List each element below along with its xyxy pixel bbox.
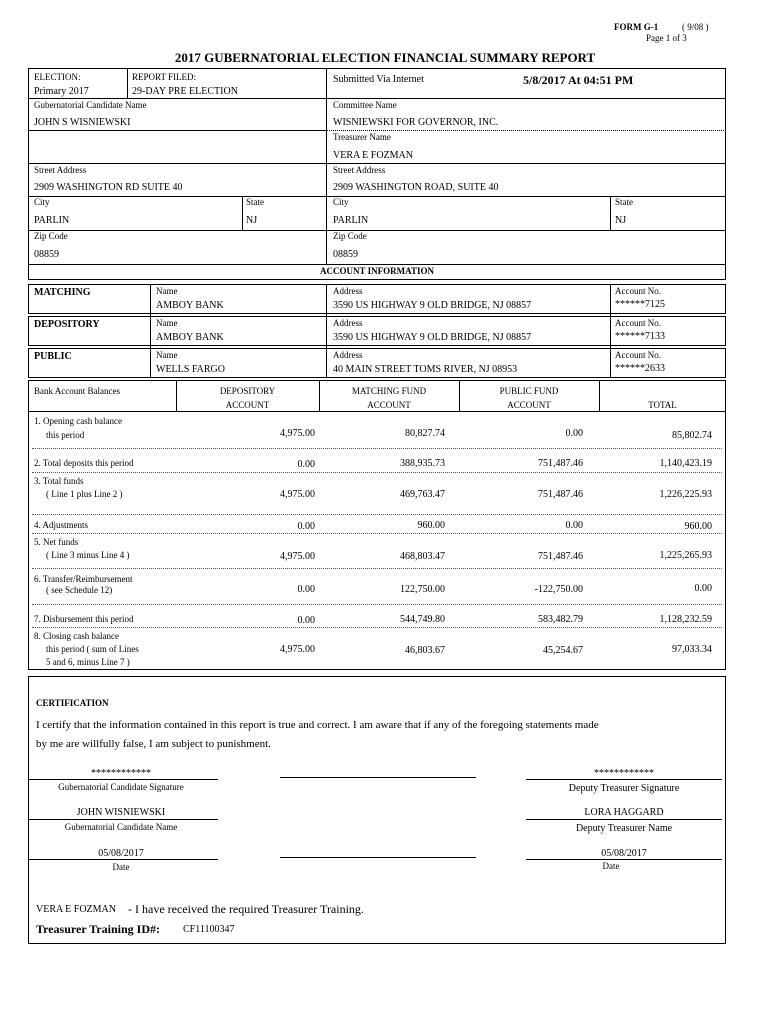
state-value: NJ bbox=[246, 215, 258, 226]
account-name: AMBOY BANK bbox=[156, 332, 224, 343]
line-label: 3. Total funds bbox=[34, 476, 84, 486]
certification-title: CERTIFICATION bbox=[36, 698, 109, 708]
total-value: 1,226,225.93 bbox=[659, 489, 712, 500]
account-name-label: Name bbox=[156, 286, 178, 296]
account-address: 40 MAIN STREET TOMS RIVER, NJ 08953 bbox=[333, 364, 518, 375]
state-label: State bbox=[246, 197, 264, 207]
candidate-name-label: Gubernatorial Candidate Name bbox=[34, 100, 147, 110]
training-id: CF11100347 bbox=[183, 924, 235, 935]
treasurer-name-label: Treasurer Name bbox=[333, 132, 391, 142]
account-name-label: Name bbox=[156, 318, 178, 328]
line-label: 6. Transfer/Reimbursement bbox=[34, 574, 133, 584]
account-number-label: Account No. bbox=[615, 286, 661, 296]
candidate-date: 05/08/2017 bbox=[98, 848, 144, 859]
candidate-signature: ************ bbox=[91, 768, 151, 779]
account-address: 3590 US HIGHWAY 9 OLD BRIDGE, NJ 08857 bbox=[333, 332, 532, 343]
total-value: 960.00 bbox=[684, 521, 712, 532]
line-label-2: this period ( sum of Lines bbox=[46, 644, 139, 654]
report-title: 2017 GUBERNATORIAL ELECTION FINANCIAL SUMMARY REPORT bbox=[174, 50, 596, 65]
treasurer-name-value: VERA E FOZMAN bbox=[333, 150, 414, 161]
city-label: City bbox=[34, 197, 50, 207]
balances-col-label: Bank Account Balances bbox=[34, 386, 120, 396]
account-address: 3590 US HIGHWAY 9 OLD BRIDGE, NJ 08857 bbox=[333, 300, 532, 311]
matching-value: 469,763.47 bbox=[400, 489, 445, 500]
candidate-signature-label: Gubernatorial Candidate Signature bbox=[58, 782, 184, 792]
depository-value: 4,975.00 bbox=[280, 551, 315, 562]
matching-value: 468,803.47 bbox=[400, 551, 445, 562]
total-value: 97,033.34 bbox=[672, 644, 712, 655]
candidate-name-label-cert: Gubernatorial Candidate Name bbox=[64, 822, 178, 832]
street-value: 2909 WASHINGTON RD SUITE 40 bbox=[34, 182, 183, 193]
committee-city-value: PARLIN bbox=[333, 215, 369, 226]
election-label: ELECTION: bbox=[34, 72, 81, 82]
account-number: ******7133 bbox=[615, 331, 665, 342]
matching-value: 122,750.00 bbox=[400, 584, 445, 595]
city-value: PARLIN bbox=[34, 215, 70, 226]
account-number-label: Account No. bbox=[615, 318, 661, 328]
public-value: 583,482.79 bbox=[538, 614, 583, 625]
certification-text-2: by me are willfully false, I am subject to punishment. bbox=[36, 738, 271, 750]
report-filed-label: REPORT FILED: bbox=[132, 72, 197, 82]
account-type: DEPOSITORY bbox=[34, 319, 100, 330]
training-statement: - I have received the required Treasurer Training. bbox=[128, 902, 364, 916]
committee-zip-value: 08859 bbox=[333, 249, 358, 260]
account-number-label: Account No. bbox=[615, 350, 661, 360]
matching-value: 80,827.74 bbox=[405, 428, 445, 439]
zip-value: 08859 bbox=[34, 249, 59, 260]
training-treasurer-name: VERA E FOZMAN bbox=[36, 904, 117, 915]
committee-name-value: WISNIEWSKI FOR GOVERNOR, INC. bbox=[333, 117, 499, 128]
account-name-label: Name bbox=[156, 350, 178, 360]
form-id: FORM G-1 bbox=[614, 22, 659, 32]
report-filed-value: 29-DAY PRE ELECTION bbox=[132, 86, 238, 97]
account-name: WELLS FARGO bbox=[156, 364, 225, 375]
deputy-date: 05/08/2017 bbox=[601, 848, 647, 859]
page-number: Page 1 of 3 bbox=[646, 33, 687, 43]
public-value: 751,487.46 bbox=[538, 551, 583, 562]
committee-zip-label: Zip Code bbox=[333, 231, 367, 241]
public-value: 0.00 bbox=[565, 428, 583, 439]
line-label-2: this period bbox=[46, 430, 85, 440]
public-value: 751,487.46 bbox=[538, 458, 583, 469]
depository-value: 4,975.00 bbox=[280, 489, 315, 500]
deputy-signature: ************ bbox=[594, 768, 654, 779]
matching-value: 960.00 bbox=[417, 520, 445, 531]
matching-col-header: MATCHING FUND bbox=[351, 386, 427, 396]
deputy-name: LORA HAGGARD bbox=[584, 807, 664, 818]
candidate-date-label: Date bbox=[112, 862, 130, 872]
depository-value: 0.00 bbox=[297, 459, 315, 470]
account-type: PUBLIC bbox=[34, 351, 72, 362]
submitted-date: 5/8/2017 At 04:51 PM bbox=[523, 73, 634, 87]
total-value: 1,128,232.59 bbox=[659, 614, 712, 625]
depository-value: 4,975.00 bbox=[280, 428, 315, 439]
public-col-header: PUBLIC FUND bbox=[499, 386, 559, 396]
committee-street-value: 2909 WASHINGTON ROAD, SUITE 40 bbox=[333, 182, 499, 193]
election-value: Primary 2017 bbox=[34, 86, 89, 97]
account-address-label: Address bbox=[333, 286, 363, 296]
matching-value: 544,749.80 bbox=[400, 614, 445, 625]
total-col-header: TOTAL bbox=[648, 400, 677, 410]
depository-col-header-2: ACCOUNT bbox=[225, 400, 270, 410]
candidate-name: JOHN WISNIEWSKI bbox=[76, 807, 166, 818]
public-value: -122,750.00 bbox=[534, 584, 583, 595]
account-number: ******2633 bbox=[615, 363, 665, 374]
total-value: 0.00 bbox=[694, 583, 712, 594]
line-label: 7. Disbursement this period bbox=[34, 614, 134, 624]
line-label-2: ( Line 1 plus Line 2 ) bbox=[46, 489, 123, 499]
account-number: ******7125 bbox=[615, 299, 665, 310]
form-revision: ( 9/08 ) bbox=[682, 22, 709, 32]
account-address-label: Address bbox=[333, 350, 363, 360]
candidate-name-value: JOHN S WISNIEWSKI bbox=[34, 117, 131, 128]
public-value: 751,487.46 bbox=[538, 489, 583, 500]
account-type: MATCHING bbox=[34, 287, 91, 298]
line-label-2: ( Line 3 minus Line 4 ) bbox=[46, 550, 130, 560]
line-label: 5. Net funds bbox=[34, 537, 79, 547]
total-value: 1,225,265.93 bbox=[659, 550, 712, 561]
line-label: 2. Total deposits this period bbox=[34, 458, 134, 468]
matching-col-header-2: ACCOUNT bbox=[367, 400, 411, 410]
total-value: 85,802.74 bbox=[672, 430, 712, 441]
line-label-2: ( see Schedule 12) bbox=[46, 585, 113, 595]
committee-state-value: NJ bbox=[615, 215, 627, 226]
matching-value: 388,935.73 bbox=[400, 458, 445, 469]
depository-value: 0.00 bbox=[297, 615, 315, 626]
line-label: 4. Adjustments bbox=[34, 520, 89, 530]
depository-value: 0.00 bbox=[297, 521, 315, 532]
street-label: Street Address bbox=[34, 165, 87, 175]
zip-label: Zip Code bbox=[34, 231, 68, 241]
deputy-signature-label: Deputy Treasurer Signature bbox=[568, 783, 680, 794]
matching-value: 46,803.67 bbox=[405, 645, 445, 656]
depository-value: 0.00 bbox=[297, 584, 315, 595]
public-value: 0.00 bbox=[565, 520, 583, 531]
public-col-header-2: ACCOUNT bbox=[507, 400, 551, 410]
submitted-via: Submitted Via Internet bbox=[333, 74, 424, 85]
committee-name-label: Committee Name bbox=[333, 100, 397, 110]
depository-col-header: DEPOSITORY bbox=[219, 386, 276, 396]
committee-street-label: Street Address bbox=[333, 165, 386, 175]
line-label-3: 5 and 6, minus Line 7 ) bbox=[46, 657, 130, 667]
deputy-date-label: Date bbox=[602, 861, 620, 871]
committee-city-label: City bbox=[333, 197, 349, 207]
training-id-label: Treasurer Training ID#: bbox=[36, 922, 161, 936]
total-value: 1,140,423.19 bbox=[659, 458, 712, 469]
line-label: 8. Closing cash balance bbox=[34, 631, 119, 641]
account-address-label: Address bbox=[333, 318, 363, 328]
certification-text: I certify that the information contained in this report is true and correct. I am aware that if any of the foregoing statements made bbox=[36, 719, 599, 731]
account-info-title: ACCOUNT INFORMATION bbox=[320, 266, 434, 276]
deputy-name-label: Deputy Treasurer Name bbox=[575, 823, 673, 834]
account-name: AMBOY BANK bbox=[156, 300, 224, 311]
depository-value: 4,975.00 bbox=[280, 644, 315, 655]
committee-state-label: State bbox=[615, 197, 633, 207]
line-label: 1. Opening cash balance bbox=[34, 416, 122, 426]
public-value: 45,254.67 bbox=[543, 645, 583, 656]
